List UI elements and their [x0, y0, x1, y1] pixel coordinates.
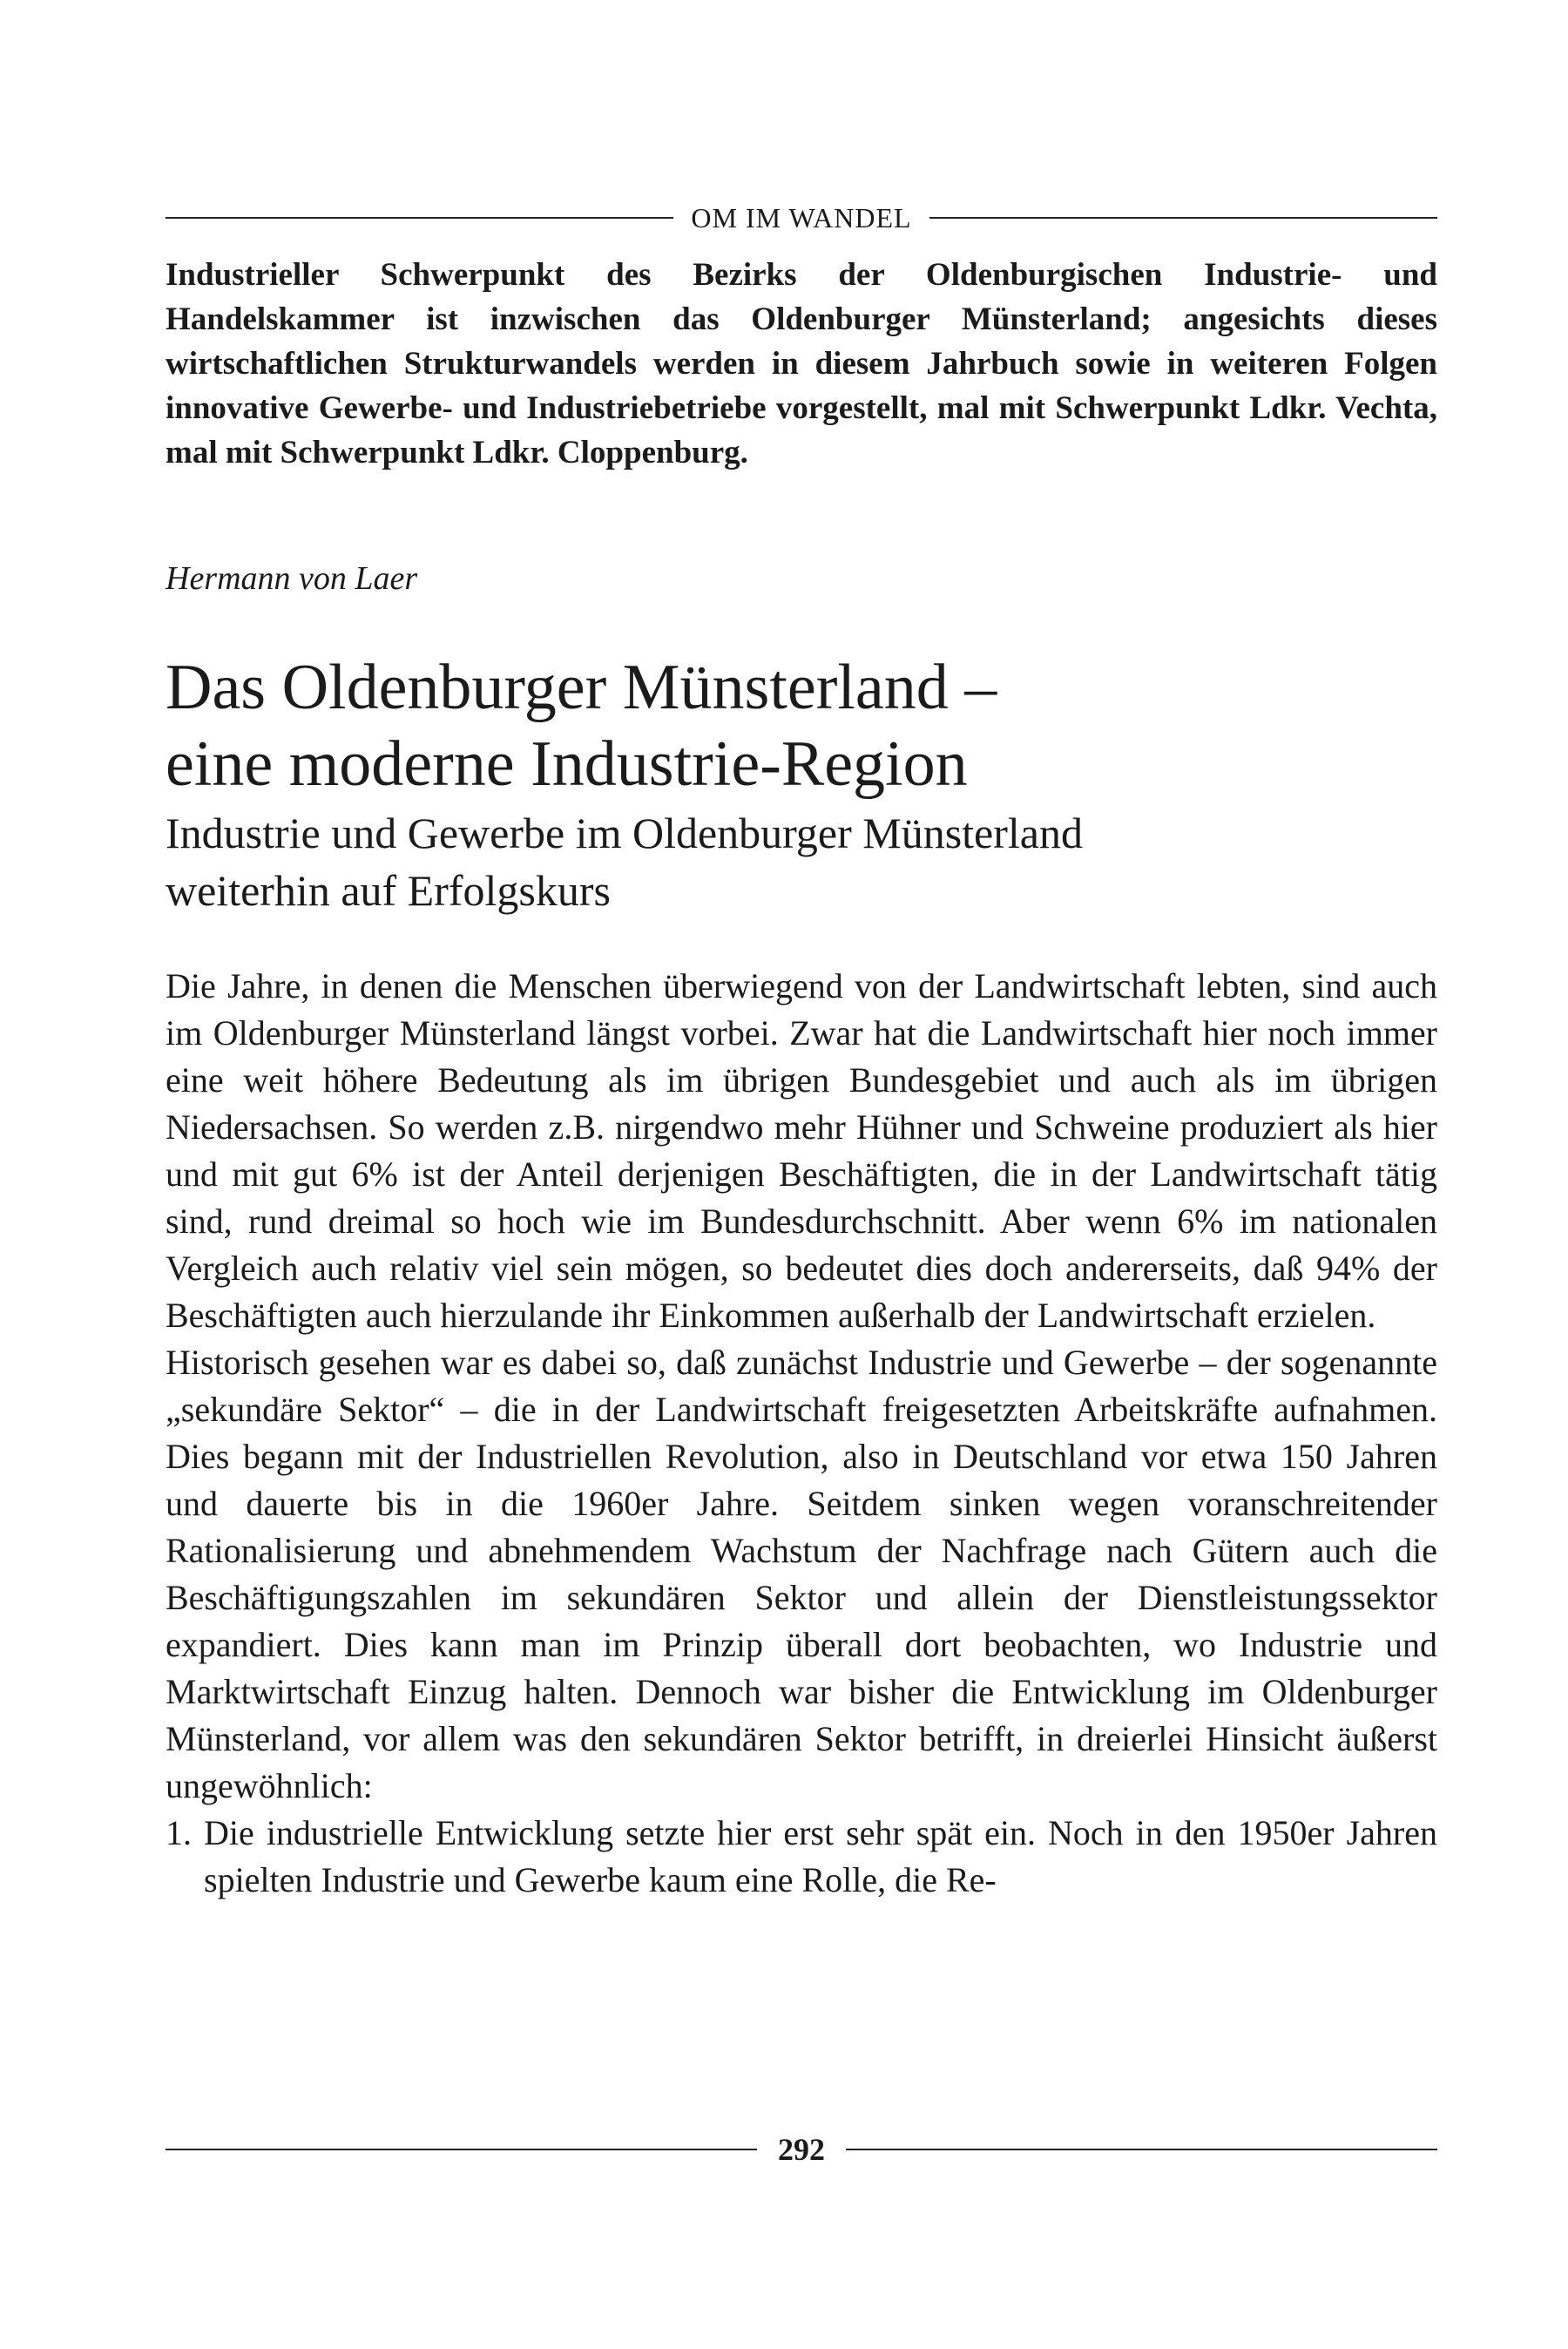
- article-subtitle: [166, 804, 1437, 919]
- list-item-1: 1. Die industrielle Entwicklung setzte hier erst sehr spät ein. Noch in den 1950er Jahren spielten Industrie und Gewerbe kaum eine Rolle, die Re-: [166, 1813, 1437, 1899]
- footer-rule-left: [166, 2149, 757, 2150]
- running-head: [166, 192, 1437, 244]
- title-line-2: eine moderne Industrie-Region: [166, 728, 968, 800]
- author-name: Hermann von Laer: [166, 560, 418, 597]
- body-paragraph-2: Historisch gesehen war es dabei so, daß zunächst Industrie und Gewerbe – der sogenannte „sekundäre Sektor“ – die in der Landwirtschaft freigesetzten Arbeitskräfte aufnahmen. Dies begann mit der Industriellen Revolution, also in Deutschland vor etwa 150 Jahren und dauerte bis in die 1960er Jahre. Seitdem sinken wegen voranschreitender Rationalisierung und abnehmendem Wachstum der Nachfrage nach Gütern auch die Beschäftigungszahlen im sekundären Sektor und allein der Dienstleistungssektor expandiert. Dies kann man im Prinzip überall dort beobachten, wo Industrie und Marktwirtschaft Einzug halten. Dennoch war bisher die Entwicklung im Oldenburger Münsterland, vor allem was den sekundären Sektor betrifft, in dreierlei Hinsicht äußerst ungewöhnlich:: [166, 1343, 1437, 1805]
- article-title: [166, 649, 1437, 802]
- intro-paragraph: Industrieller Schwerpunkt des Bezirks der Oldenburgischen Industrie- und Handelskammer ist inzwischen das Oldenburger Münsterland; angesichts dieses wirtschaftlichen Strukturwandels werden in diesem Jahrbuch sowie in weiteren Folgen innovative Gewerbe- und Industriebetriebe vorgestellt, mal mit Schwerpunkt Ldkr. Vechta, mal mit Schwerpunkt Ldkr. Cloppenburg.: [166, 257, 1437, 470]
- page: [166, 192, 1437, 1904]
- running-head-text: OM IM WANDEL: [691, 201, 912, 234]
- page-number: 292: [778, 2132, 825, 2167]
- footer-rule-right: [846, 2149, 1437, 2150]
- page-footer: [166, 2128, 1437, 2171]
- subtitle-line-1: Industrie und Gewerbe im Oldenburger Münsterland: [166, 809, 1083, 857]
- running-head-rule-left: [166, 217, 673, 219]
- article-body: [166, 963, 1437, 1904]
- running-head-rule-right: [929, 217, 1437, 219]
- title-line-1: Das Oldenburger Münsterland –: [166, 652, 997, 723]
- subtitle-line-2: weiterhin auf Erfolgskurs: [166, 866, 611, 915]
- body-paragraph-1: Die Jahre, in denen die Menschen überwiegend von der Landwirtschaft lebten, sind auch im Oldenburger Münsterland längst vorbei. Zwar hat die Landwirtschaft hier noch immer eine weit höhere Bedeutung als im übrigen Bundesgebiet und auch als im übrigen Niedersachsen. So werden z.B. nirgendwo mehr Hühner und Schweine produziert als hier und mit gut 6% ist der Anteil derjenigen Beschäftigten, die in der Landwirtschaft tätig sind, rund dreimal so hoch wie im Bundesdurchschnitt. Aber wenn 6% im nationalen Vergleich auch relativ viel sein mögen, so bedeutet dies doch andererseits, daß 94% der Beschäftigten auch hierzulande ihr Einkommen außerhalb der Landwirtschaft erzielen.: [166, 966, 1437, 1335]
